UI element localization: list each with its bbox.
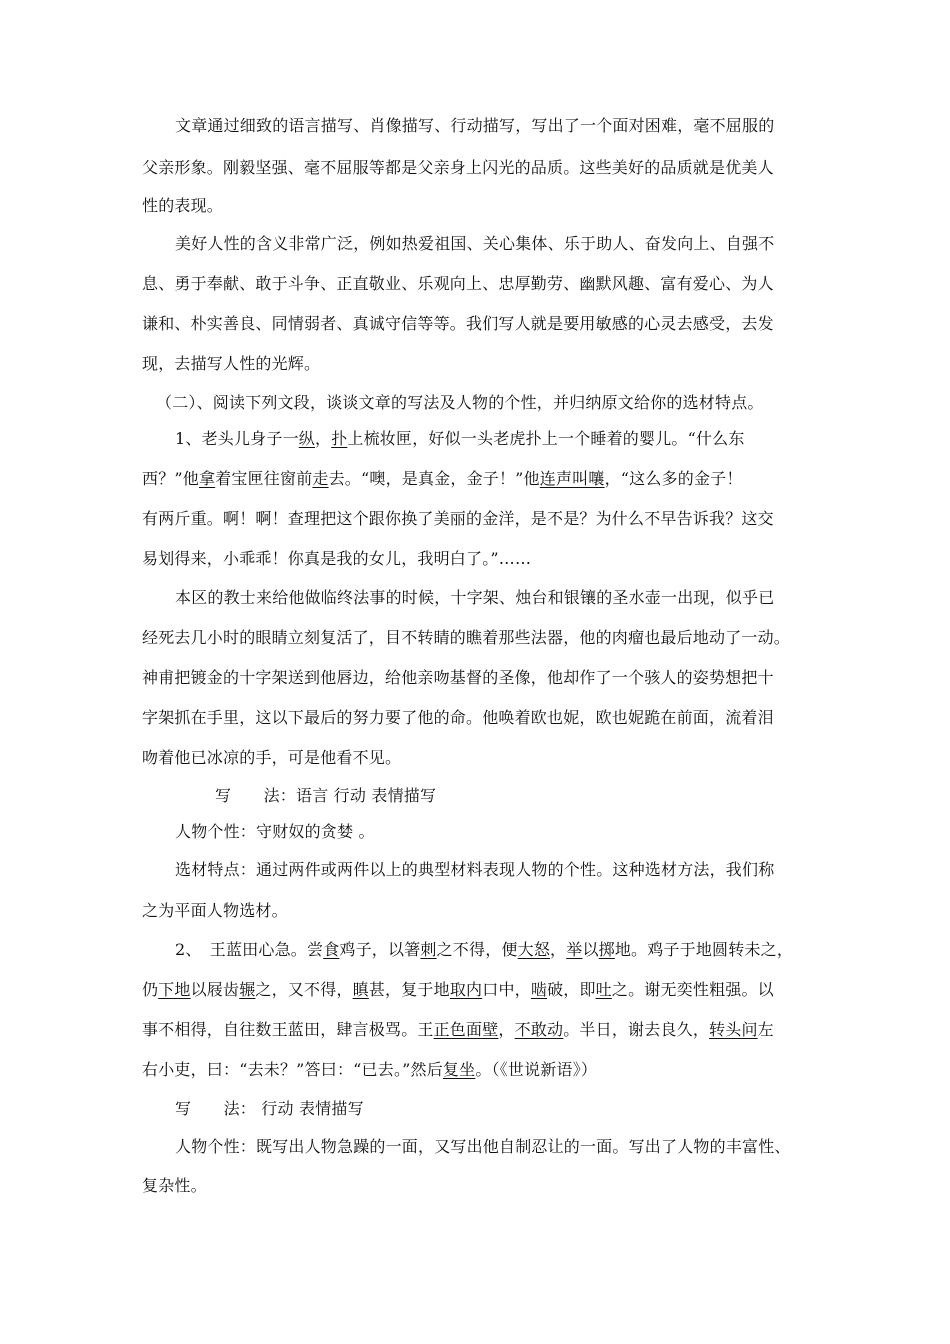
ex1-para2-line5: 吻着他已冰凉的手，可是他看不见。 <box>142 748 402 767</box>
ex2-character-line1: 人物个性：既写出人物急躁的一面，又写出他自制忍让的一面。写出了人物的丰富性、 <box>175 1137 791 1156</box>
para2-line3: 谦和、朴实善良、同情弱者、真诚守信等等。我们写人就是要用敏感的心灵去感受，去发 <box>142 314 774 333</box>
section2-heading: （二）、阅读下列文段，谈谈文章的写法及人物的个性，并归纳原文给你的选材特点。 <box>156 393 764 412</box>
para1-line2: 父亲形象。刚毅坚强、毫不屈服等都是父亲身上闪光的品质。这些美好的品质就是优美人 <box>142 158 774 177</box>
ex2-character-line2: 复杂性。 <box>142 1176 207 1195</box>
ex1-character: 人物个性：守财奴的贪婪 。 <box>175 822 375 841</box>
ex1-material-line1: 选材特点：通过两件或两件以上的典型材料表现人物的个性。这种选材方法，我们称 <box>175 860 775 879</box>
para1-line1: 文章通过细致的语言描写、肖像描写、行动描写，写出了一个面对困难，毫不屈服的 <box>175 116 775 135</box>
ex1-line1: 1、老头儿身子一纵，扑上梳妆匣，好似一头老虎扑上一个睡着的婴儿。“什么东 <box>175 429 745 448</box>
ex2-line4: 右小吏，曰：“去未？”答曰：“已去。”然后复坐。（《世说新语》） <box>142 1060 598 1079</box>
ex1-para2-line2: 经死去几小时的眼睛立刻复活了，目不转睛的瞧着那些法器，他的肉瘤也最后地动了一动。 <box>142 628 791 647</box>
ex1-para2-line3: 神甫把镀金的十字架送到他唇边，给他亲吻基督的圣像，他却作了一个骇人的姿势想把十 <box>142 668 774 687</box>
ex1-method: 写 法：语言 行动 表情描写 <box>215 786 437 805</box>
para1-line3: 性的表现。 <box>142 196 224 215</box>
ex1-para2-line4: 字架抓在手里，这以下最后的努力要了他的命。他唤着欧也妮，欧也妮跪在前面，流着泪 <box>142 708 774 727</box>
ex1-para2-line1: 本区的教士来给他做临终法事的时候，十字架、烛台和银镶的圣水壶一出现，似乎已 <box>175 588 775 607</box>
ex2-line1: 2、 王蓝田心急。尝食鸡子，以箸刺之不得，便大怒，举以掷地。鸡子于地圆转未之， <box>175 940 794 959</box>
ex1-line2: 西？”他拿着宝匣往窗前走去。“噢，是真金，金子！”他连声叫嚷，“这么多的金子！ <box>142 469 743 488</box>
ex1-line4: 易划得来，小乖乖！你真是我的女儿，我明白了。”…… <box>142 549 532 568</box>
ex2-line3: 事不相得，自往数王蓝田，肆言极骂。王正色面壁，不敢动。半日，谢去良久，转头问左 <box>142 1020 774 1039</box>
para2-line2: 息、勇于奉献、敢于斗争、正直敬业、乐观向上、忠厚勤劳、幽默风趣、富有爱心、为人 <box>142 274 774 293</box>
ex1-material-line2: 之为平面人物选材。 <box>142 901 288 920</box>
ex1-line3: 有两斤重。啊！啊！查理把这个跟你换了美丽的金洋，是不是？为什么不早告诉我？这交 <box>142 509 774 528</box>
para2-line1: 美好人性的含义非常广泛，例如热爱祖国、关心集体、乐于助人、奋发向上、自强不 <box>175 234 775 253</box>
ex2-line2: 仍下地以屐齿辗之，又不得，瞋甚，复于地取内口中，啮破，即吐之。谢无奕性粗强。以 <box>142 980 774 999</box>
para2-line4: 现，去描写人性的光辉。 <box>142 354 321 373</box>
ex2-method: 写 法： 行动 表情描写 <box>175 1099 364 1118</box>
